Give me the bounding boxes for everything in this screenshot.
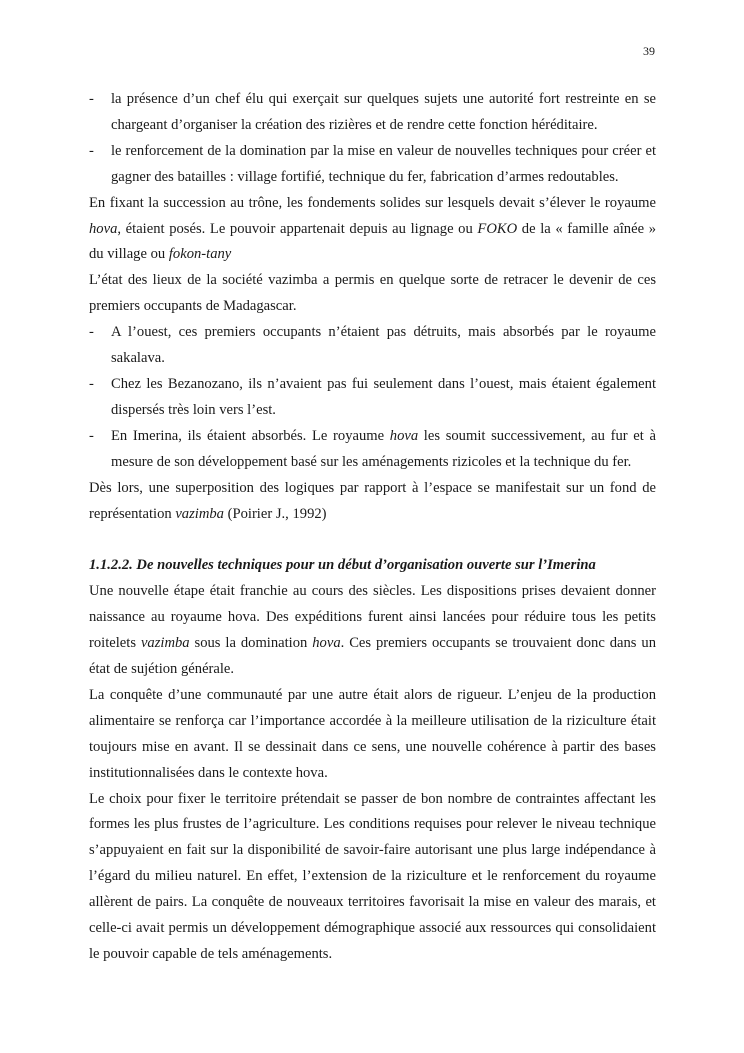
bullet-item	[89, 320, 656, 372]
paragraph-superposition: Dès lors, une superposition des logiques par rapport à l’espace se manifestait sur un fond de représentation vazimba (Poirier J., 1992)	[89, 479, 656, 522]
section-heading: 1.1.2.2. De nouvelles techniques pour un début d’organisation ouverte sur l’Imerina	[89, 557, 596, 574]
bullet-dash: -	[89, 142, 94, 159]
paragraph-vazimba-state: L’état des lieux de la société vazimba a permis en quelque sorte de retracer le devenir de ces premiers occupants de Madagascar.	[89, 272, 656, 315]
bullet-dash: -	[89, 91, 94, 107]
bullet-dash: -	[89, 427, 94, 444]
bullet-text: En Imerina, ils étaient absorbés. Le royaume hova les soumit successivement, au fur et à mesure de son développement basé sur les aménagements rizicoles et la technique du fer.	[111, 427, 656, 470]
bullet-item	[89, 139, 656, 191]
paragraph-conquest: La conquête d’une communauté par une autre était alors de rigueur. L’enjeu de la production alimentaire se renforça car l’importance accordée à la meilleure utilisation de la riziculture était toujours mise en avant. Il se dessinait dans ce sens, une nouvelle cohérence à partir des bases institutionnalisées dans le contexte hova.	[89, 686, 656, 781]
bullet-text: A l’ouest, ces premiers occupants n’étaient pas détruits, mais absorbés par le royaume sakalava.	[111, 324, 656, 367]
page-content	[89, 87, 656, 968]
paragraph-new-stage: Une nouvelle étape était franchie au cours des siècles. Les dispositions prises devaient donner naissance au royaume hova. Des expéditions furent ainsi lancées pour réduire tous les petits roitelets vazimba sous la domination hova. Ces premiers occupants se trouvaient donc dans un état de sujétion générale.	[89, 583, 656, 678]
bullet-dash: -	[89, 375, 94, 392]
bullet-item	[89, 424, 656, 476]
bullet-dash: -	[89, 324, 94, 341]
bullet-text: Chez les Bezanozano, ils n’avaient pas fui seulement dans l’ouest, mais étaient également dispersés très loin vers l’est.	[111, 375, 656, 418]
bullet-text: la présence d’un chef élu qui exerçait sur quelques sujets une autorité fort restreinte en se chargeant d’organiser la création des rizières et de rendre cette fonction héréditaire.	[111, 91, 656, 133]
bullet-item	[89, 372, 656, 424]
paragraph-succession: En fixant la succession au trône, les fondements solides sur lesquels devait s’élever le royaume hova, étaient posés. Le pouvoir appartenait depuis au lignage ou FOKO de la « famille aînée » du village ou fokon-tany	[89, 194, 656, 263]
bullet-text: le renforcement de la domination par la mise en valeur de nouvelles techniques pour créer et gagner des batailles : village fortifié, technique du fer, fabrication d’armes redoutables.	[111, 142, 656, 185]
paragraph-territory: Le choix pour fixer le territoire prétendait se passer de bon nombre de contraintes affectant les formes les plus frustes de l’agriculture. Les conditions requises pour relever le niveau technique s’appuyaient en fait sur la disponibilité de savoir-faire autorisant une plus large indépendance à l’égard du milieu naturel. En effet, l’extension de la riziculture et le renforcement du royaume allèrent de pairs. La conquête de nouveaux territoires favorisait la mise en valeur des marais, et celle-ci avait permis un développement démographique associé aux ressources qui consolidaient le pouvoir capable de tels aménagements.	[89, 790, 656, 962]
page-number: 39	[643, 44, 655, 58]
bullet-item	[89, 87, 656, 139]
